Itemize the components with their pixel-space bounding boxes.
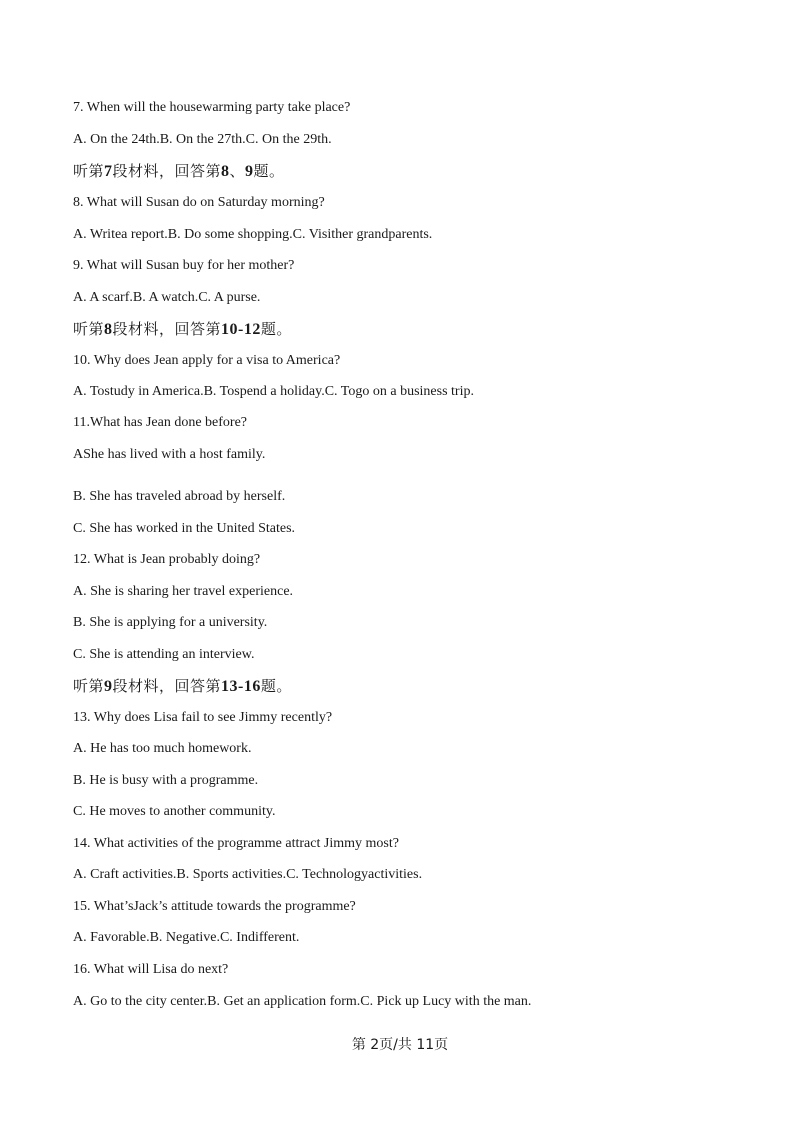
answer-options: A. She is sharing her travel experience.	[73, 584, 294, 599]
section-heading-n1: 9	[104, 678, 113, 695]
section-heading	[73, 320, 292, 339]
question-text: 12. What is Jean probably doing?	[73, 552, 261, 567]
answer-options: A. Craft activities.B. Sports activities.C. Technologyactivities.	[73, 867, 423, 882]
answer-options: A. On the 24th.B. On the 27th.C. On the 29th.	[73, 132, 332, 147]
section-heading	[73, 162, 285, 181]
answer-options: B. She has traveled abroad by herself.	[73, 489, 286, 504]
section-heading-mid: 段材料，回答第	[112, 320, 222, 338]
answer-options: C. She is attending an interview.	[73, 647, 255, 662]
question-text: 9. What will Susan buy for her mother?	[73, 258, 295, 273]
question-text: 7. When will the housewarming party take place?	[73, 100, 351, 115]
answer-options: A. A scarf.B. A watch.C. A purse.	[73, 290, 261, 305]
section-heading-n2: 8	[221, 163, 230, 180]
question-text: 14. What activities of the programme attract Jimmy most?	[73, 836, 399, 851]
answer-options: AShe has lived with a host family.	[73, 447, 266, 462]
page-footer: 第 2页/共 11页	[351, 1037, 449, 1053]
section-heading-n1: 8	[104, 321, 113, 338]
section-heading-n2: 10-12	[221, 321, 261, 338]
section-heading-n2: 13-16	[221, 678, 261, 695]
answer-options: A. Favorable.B. Negative.C. Indifferent.	[73, 930, 300, 945]
section-heading-mid: 段材料，回答第	[112, 677, 222, 695]
section-heading-post: 题。	[253, 162, 285, 180]
answer-options: B. He is busy with a programme.	[73, 773, 259, 788]
question-text: 16. What will Lisa do next?	[73, 962, 229, 977]
section-heading-post: 题。	[260, 677, 292, 695]
section-heading-pre: 听第	[73, 162, 105, 180]
section-heading-mid: 段材料，回答第	[112, 162, 222, 180]
section-heading	[73, 677, 292, 696]
answer-options: A. He has too much homework.	[73, 741, 252, 756]
answer-options: C. He moves to another community.	[73, 804, 276, 819]
section-heading-pre: 听第	[73, 677, 105, 695]
section-heading-n3: 9	[245, 163, 254, 180]
section-heading-sep: 、	[229, 162, 246, 180]
question-text: 8. What will Susan do on Saturday morning?	[73, 195, 325, 210]
section-heading-post: 题。	[260, 320, 292, 338]
answer-options: A. Writea report.B. Do some shopping.C. Visither grandparents.	[73, 227, 433, 242]
answer-options: A. Go to the city center.B. Get an application form.C. Pick up Lucy with the man.	[73, 994, 532, 1009]
answer-options: C. She has worked in the United States.	[73, 521, 296, 536]
question-text: 11.What has Jean done before?	[73, 415, 248, 430]
answer-options: B. She is applying for a university.	[73, 615, 268, 630]
question-text: 10. Why does Jean apply for a visa to America?	[73, 353, 341, 368]
answer-options: A. Tostudy in America.B. Tospend a holiday.C. Togo on a business trip.	[73, 384, 474, 399]
question-text: 13. Why does Lisa fail to see Jimmy recently?	[73, 710, 333, 725]
section-heading-pre: 听第	[73, 320, 105, 338]
question-text: 15. What’sJack’s attitude towards the programme?	[73, 899, 356, 914]
section-heading-n1: 7	[104, 163, 113, 180]
